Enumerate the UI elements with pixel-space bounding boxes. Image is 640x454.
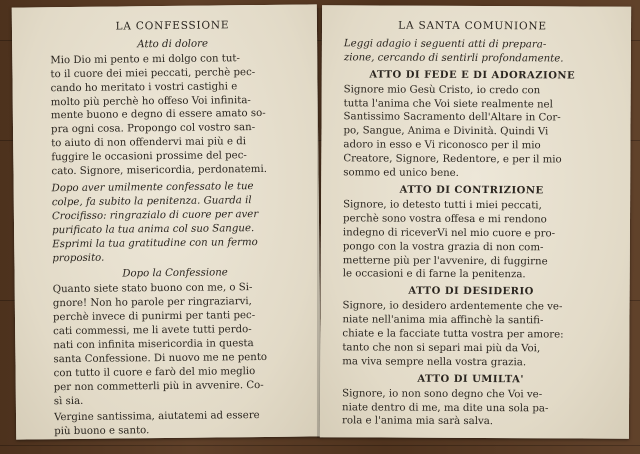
text-line: Signore, io detesto tutti i miei peccati,: [343, 199, 542, 212]
atto-di-umilta-heading: ATTO DI UMILTA': [417, 373, 525, 386]
text-line: Esprimi la tua gratitudine con un fermo: [52, 236, 258, 250]
right-page-title: LA SANTA COMUNIONE: [398, 19, 547, 33]
atto-di-fede-text: [343, 83, 601, 182]
prayer-booklet: [14, 6, 630, 442]
communion-intro: [344, 37, 601, 66]
penitence-instructions: [52, 180, 298, 266]
atto-di-contrizione-text: [343, 198, 600, 283]
text-line: indegno di riceverVi nel mio cuore e pro-: [342, 226, 556, 240]
left-page-title: LA CONFESSIONE: [115, 19, 230, 33]
text-line: po, Sangue, Anima e Divinità. Quindi Vi: [343, 125, 549, 138]
text-line: adoro in esso e Vi riconosco per il mio: [343, 139, 541, 152]
text-line: zione, cercando di sentirli profondamente.: [343, 52, 564, 65]
text-line: le occasioni e di farne la penitenza.: [342, 268, 526, 281]
text-line: perchè sono vostra offesa e mi rendono: [342, 213, 547, 226]
text-line: colpe, fa subito la penitenza. Guarda il: [51, 194, 252, 209]
text-line: ma viva sempre nella vostra grazia.: [342, 356, 527, 369]
atto-di-dolore-text: [50, 51, 296, 179]
text-line: gnore! Non ho parole per ringraziarvi,: [52, 296, 252, 310]
text-line: to il cuore dei miei peccati, perchè pec-: [50, 66, 256, 80]
text-line: Santissimo Sacramento dell'Altare in Cor-: [343, 111, 561, 124]
text-line: cati commessi, me li avete tutti perdo-: [53, 324, 252, 338]
text-line: metterne più per l'avvenire, di fuggirne: [342, 254, 548, 267]
dopo-la-confessione-text: [53, 281, 299, 409]
text-line: Mio Dio mi pento e mi dolgo con tut-: [50, 53, 241, 67]
text-line: Quanto siete stato buono con me, o Si-: [52, 282, 253, 296]
text-line: tanto che non si separi mai più da Voi,: [342, 342, 541, 355]
text-line: santa Confessione. Di nuovo me ne pento: [53, 351, 268, 366]
text-line: Signore, io desidero ardentemente che ve-: [342, 300, 563, 313]
text-line: pra ogni cosa. Propongo col vostro san-: [50, 122, 256, 136]
atto-di-dolore-subtitle: Atto di dolore: [137, 38, 209, 51]
text-line: rola e l'anima mia sarà salva.: [341, 415, 494, 428]
text-line: perchè invece di punirmi per tanti pec-: [52, 310, 256, 324]
atto-di-desiderio-heading: ATTO DI DESIDERIO: [408, 285, 534, 298]
text-line: to aiuto di non offendervi mai più e di: [51, 136, 247, 150]
text-line: proposito.: [52, 252, 105, 264]
text-line: più buono e santo.: [54, 425, 150, 438]
text-line: Crocifisso: ringrazialo di cuore per aver: [51, 208, 259, 222]
text-line: Vergine santissima, aiutatemi ad essere: [53, 410, 260, 424]
atto-di-fede-heading: ATTO DI FEDE E DI ADORAZIONE: [369, 69, 576, 82]
text-line: purificato la tua anima col suo Sangue.: [52, 222, 255, 236]
text-line: chiate e la facciate tutta vostra per amore:: [342, 328, 564, 341]
text-line: Creatore, Signore, Redentore, e per il mio: [343, 153, 562, 166]
text-line: sì sia.: [53, 395, 84, 407]
text-line: cato. Signore, misericordia, perdonatemi.: [51, 164, 267, 178]
text-line: niate dentro di me, ma dite una sola pa-: [341, 401, 549, 414]
text-line: mente buono e degno di essere amato so-: [50, 108, 266, 122]
text-line: molto più perchè ho offeso Voi infinita-: [50, 94, 251, 108]
text-line: con tutto il cuore e farò del mio meglio: [53, 365, 256, 379]
atto-di-umilta-text: [342, 387, 599, 430]
atto-di-desiderio-text: [342, 300, 599, 371]
text-line: Signore, io non sono degno che Voi ve-: [342, 387, 543, 401]
dopo-la-confessione-heading: Dopo la Confessione: [122, 267, 228, 280]
vergine-santissima-text: [54, 409, 299, 439]
text-line: pongo con la vostra grazia di non com-: [342, 240, 544, 253]
text-line: sommo ed unico bene.: [343, 167, 459, 179]
text-line: Signore mio Gesù Cristo, io credo con: [343, 83, 541, 96]
atto-di-contrizione-heading: ATTO DI CONTRIZIONE: [399, 184, 544, 197]
left-page: [12, 4, 322, 439]
text-line: fuggire le occasioni prossime del pec-: [51, 150, 247, 164]
text-line: niate nell'anima mia affinchè la santifi-: [342, 314, 544, 327]
text-line: Leggi adagio i seguenti atti di prepara-: [343, 38, 547, 51]
text-line: cando ho meritato i vostri castighi e: [50, 80, 238, 94]
text-line: per non commetterli più in avvenire. Co-: [53, 379, 264, 393]
text-line: tutta l'anima che Voi siete realmente nel: [343, 97, 553, 110]
right-page: [320, 5, 631, 439]
text-line: nati con infinita misericordia in questa: [53, 338, 254, 352]
text-line: Dopo aver umilmente confessato le tue: [51, 181, 254, 195]
